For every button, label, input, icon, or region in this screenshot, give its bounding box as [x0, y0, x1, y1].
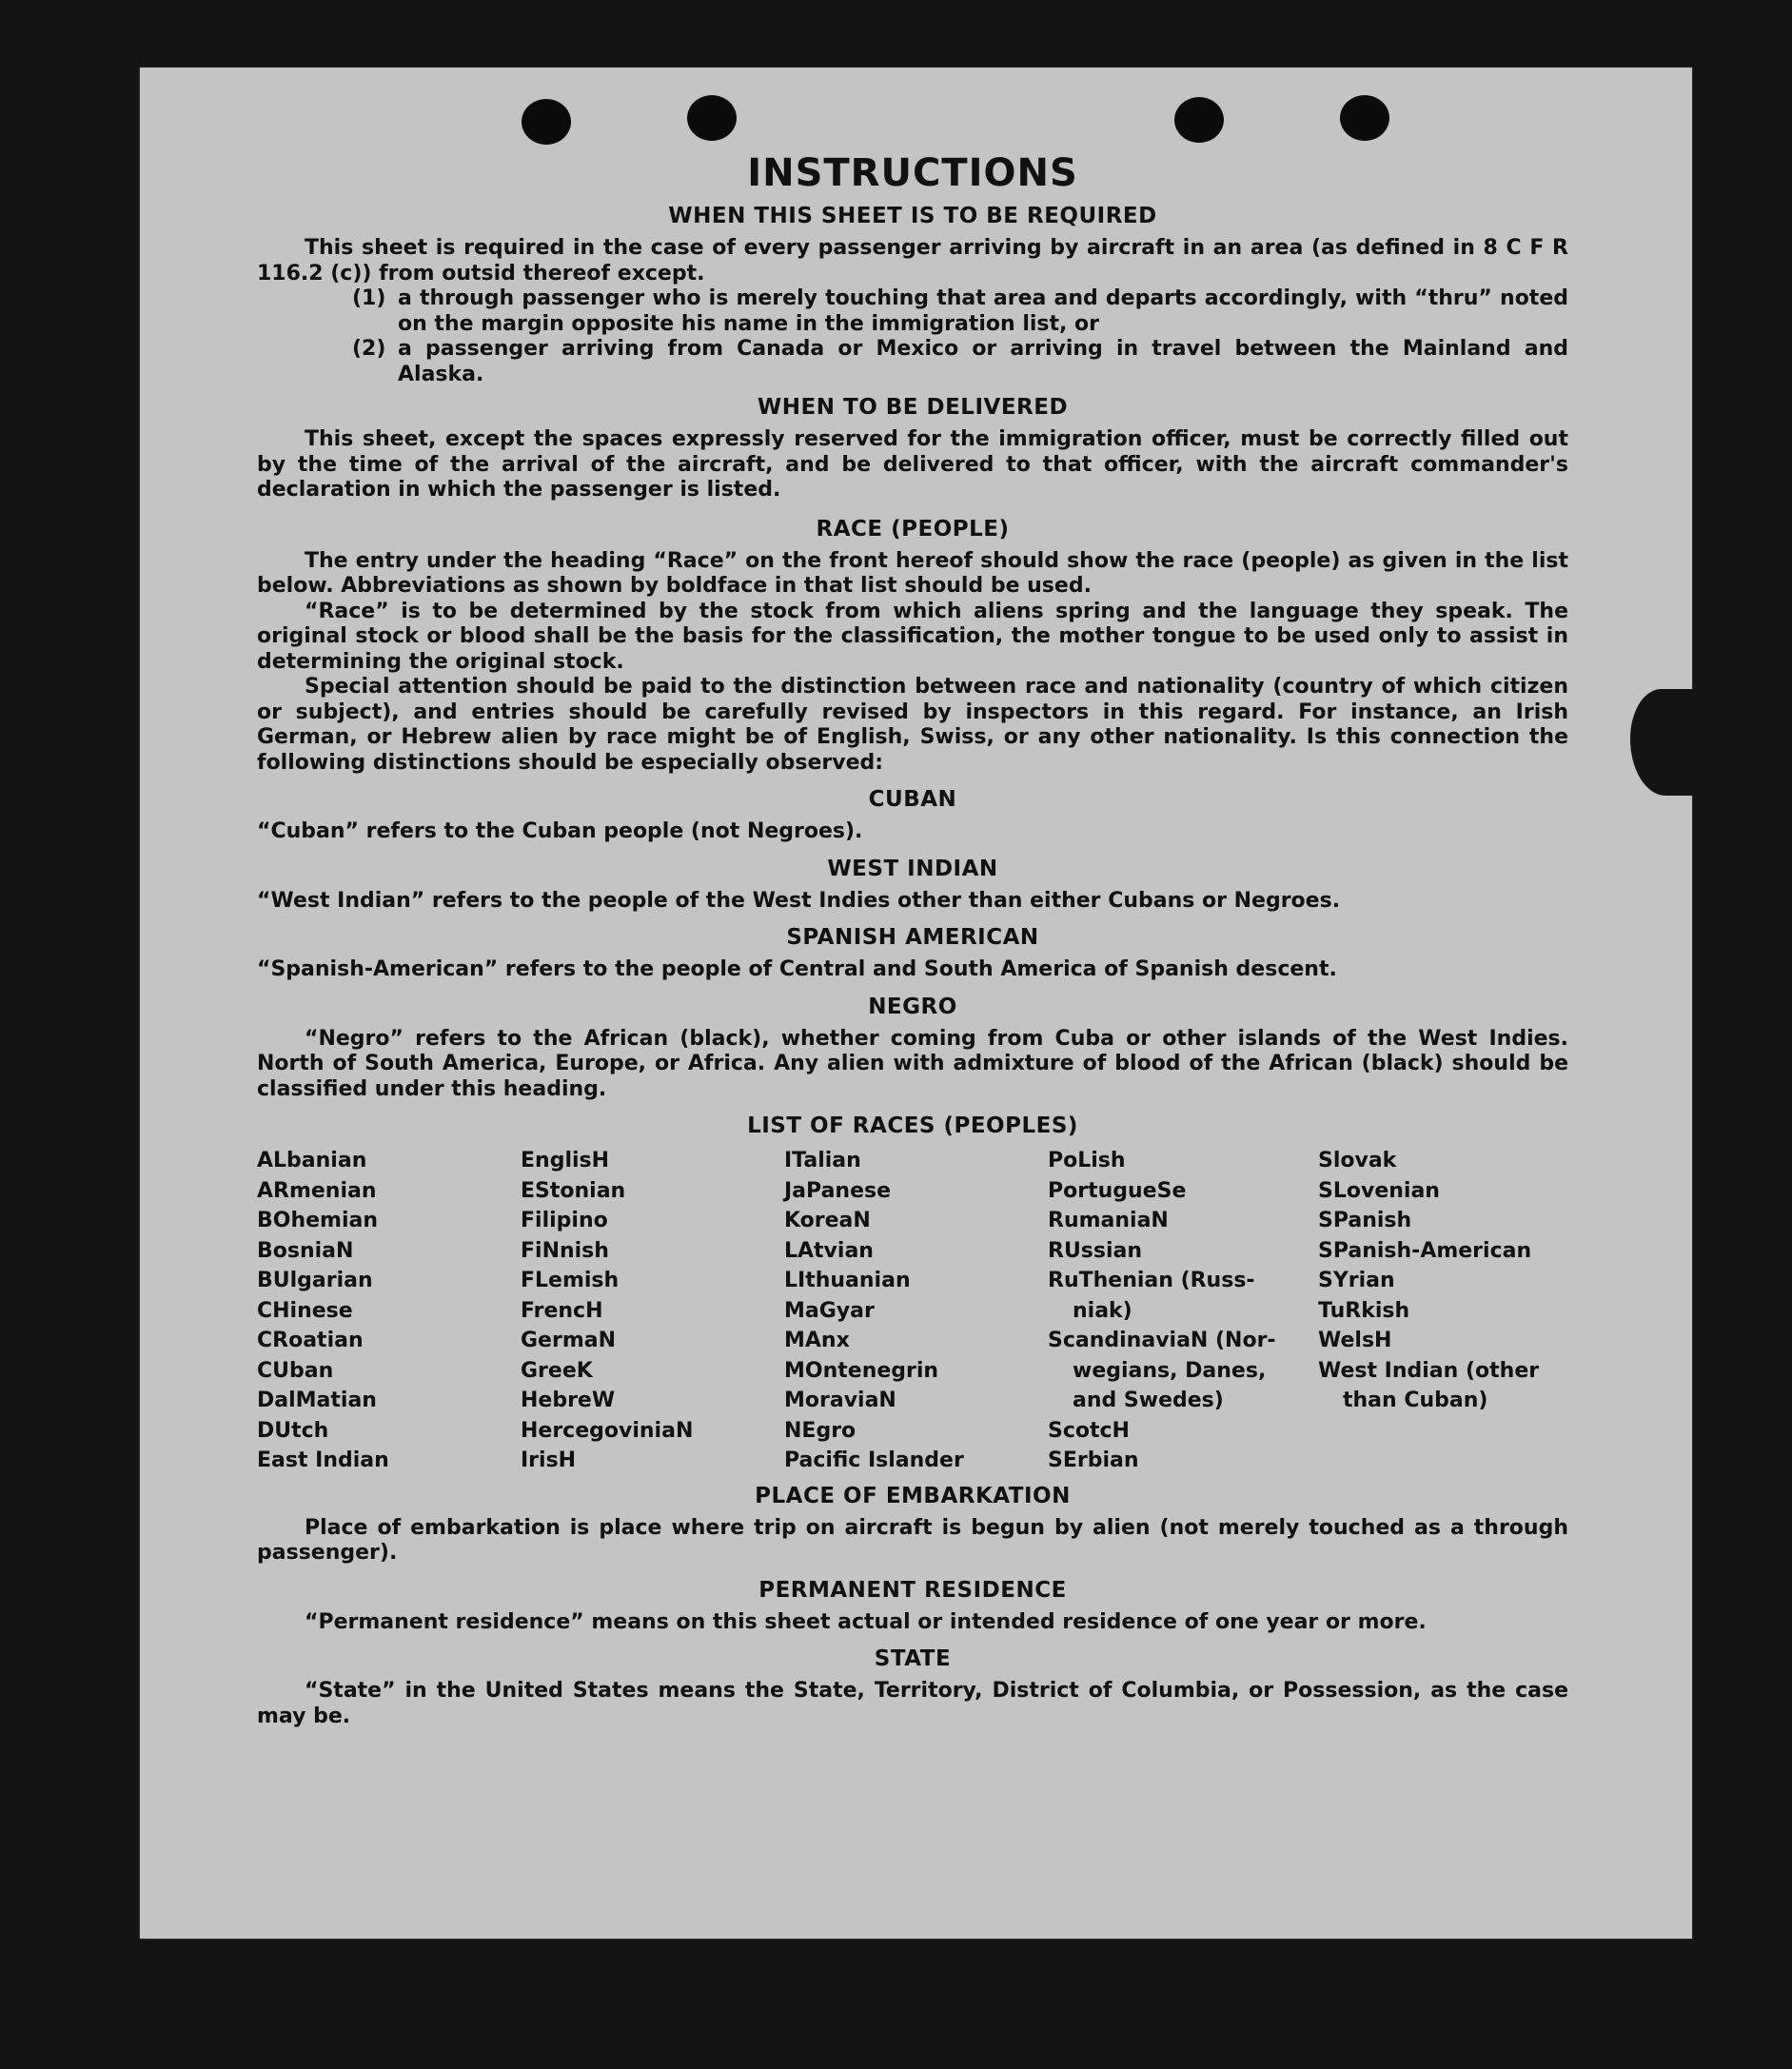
race-item: ITalian	[784, 1149, 861, 1172]
race-item: RUssian	[1048, 1238, 1143, 1263]
torn-edge	[1630, 689, 1697, 796]
race-item: CRoatian	[257, 1329, 364, 1352]
race-item: PoLish	[1048, 1149, 1126, 1172]
race-item: Slovak	[1318, 1149, 1397, 1172]
document-sheet	[139, 67, 1693, 1940]
heading-negro: NEGRO	[868, 994, 957, 1019]
race-item: CHinese	[257, 1298, 353, 1323]
required-intro: This sheet is required in the case of every passenger arriving by aircraft in an area (as defined in 8 C F R 116.2 (c)) from outsid thereof except.	[257, 236, 1568, 286]
races-list	[257, 1146, 1568, 1476]
race-item: PortugueSe	[1048, 1178, 1187, 1203]
item-text: a passenger arriving from Canada or Mexico or arriving in travel between the Mainland and Alaska.	[398, 337, 1568, 386]
race-item: wegians, Danes,	[1073, 1358, 1267, 1383]
races-column-1	[257, 1146, 521, 1476]
heading-list-of-races: LIST OF RACES (PEOPLES)	[747, 1113, 1078, 1138]
race-item: MoraviaN	[784, 1389, 896, 1412]
race-item: GermaN	[521, 1329, 617, 1352]
race-item: FLemish	[521, 1269, 620, 1292]
punch-hole	[1340, 95, 1389, 141]
race-item: DalMatian	[257, 1389, 377, 1412]
race-item: Pacific Islander	[784, 1448, 964, 1472]
exception-item-1	[257, 286, 1568, 337]
race-item: BUlgarian	[257, 1269, 373, 1292]
race-item: ALbanian	[257, 1149, 367, 1172]
race-item: MaGyar	[784, 1298, 875, 1323]
race-item: SLovenian	[1318, 1178, 1440, 1203]
race-item: SYrian	[1318, 1269, 1395, 1292]
heading-embarkation: PLACE OF EMBARKATION	[755, 1483, 1071, 1508]
race-item: than Cuban)	[1343, 1389, 1488, 1412]
race-item: FiNnish	[521, 1238, 609, 1263]
west-indian-text: “West Indian” refers to the people of the West Indies other than either Cubans or Negroes.	[257, 888, 1341, 913]
race-item: LIthuanian	[784, 1269, 911, 1292]
race-item: GreeK	[521, 1358, 593, 1383]
race-item: and Swedes)	[1073, 1389, 1224, 1412]
heading-cuban: CUBAN	[868, 787, 957, 812]
race-item: HebreW	[521, 1389, 616, 1412]
delivered-text: This sheet, except the spaces expressly reserved for the immigration officer, must be correctly filled out by the time of the arrival of the aircraft, and be delivered to that officer, with the aircraft commander's declaration in which the passenger is listed.	[257, 427, 1568, 502]
race-item: EnglisH	[521, 1149, 610, 1172]
residence-text: “Permanent residence” means on this sheet actual or intended residence of one year or more.	[305, 1609, 1427, 1634]
races-column-2	[521, 1146, 784, 1476]
page-title: INSTRUCTIONS	[747, 151, 1078, 195]
race-item: CUban	[257, 1358, 334, 1383]
punch-hole	[687, 95, 737, 141]
instructions-content	[257, 150, 1568, 1729]
races-column-3	[784, 1146, 1048, 1476]
heading-spanish-american: SPANISH AMERICAN	[786, 925, 1039, 950]
race-item: HercegoviniaN	[521, 1418, 694, 1443]
embarkation-text: Place of embarkation is place where trip on aircraft is begun by alien (not merely touched as a through passenger).	[257, 1515, 1568, 1565]
heading-required: WHEN THIS SHEET IS TO BE REQUIRED	[668, 204, 1157, 228]
race-item: RumaniaN	[1048, 1209, 1169, 1232]
races-column-5	[1318, 1146, 1568, 1476]
punch-hole	[522, 99, 571, 145]
race-item: JaPanese	[784, 1178, 892, 1203]
race-item: West Indian (other	[1318, 1358, 1540, 1383]
race-item: MAnx	[784, 1329, 850, 1352]
cuban-text: “Cuban” refers to the Cuban people (not Negroes).	[257, 819, 863, 843]
heading-state: STATE	[874, 1646, 952, 1671]
race-paragraph-2: “Race” is to be determined by the stock from which aliens spring and the language they speak. The original stock or blood shall be the basis for the classification, the mother tongue to be used only to assist in determining the original stock.	[257, 599, 1568, 674]
race-item: BosniaN	[257, 1238, 354, 1263]
race-item: MOntenegrin	[784, 1358, 939, 1383]
race-item: RuThenian (Russ-	[1048, 1269, 1255, 1292]
race-item: ScotcH	[1048, 1418, 1130, 1443]
heading-permanent-residence: PERMANENT RESIDENCE	[758, 1577, 1067, 1603]
race-item: EStonian	[521, 1178, 626, 1203]
state-text: “State” in the United States means the State, Territory, District of Columbia, or Possession, as the case may be.	[257, 1679, 1568, 1728]
race-item: DUtch	[257, 1418, 329, 1443]
negro-text: “Negro” refers to the African (black), whether coming from Cuba or other islands of the West Indies. North of South America, Europe, or Africa. Any alien with admixture of blood of the African (black) should be classified under this heading.	[257, 1026, 1568, 1101]
exception-item-2	[257, 337, 1568, 387]
race-item: WelsH	[1318, 1329, 1392, 1352]
race-item: East Indian	[257, 1448, 389, 1472]
race-item: NEgro	[784, 1418, 857, 1443]
heading-delivered: WHEN TO BE DELIVERED	[757, 395, 1069, 420]
race-item: BOhemian	[257, 1209, 379, 1232]
spanish-american-text: “Spanish-American” refers to the people of Central and South America of Spanish descent.	[257, 957, 1337, 981]
race-item: LAtvian	[784, 1238, 874, 1263]
race-item: TuRkish	[1318, 1298, 1410, 1323]
race-item: SPanish-American	[1318, 1238, 1532, 1263]
race-item: FrencH	[521, 1298, 603, 1323]
race-item: ScandinaviaN (Nor-	[1048, 1329, 1276, 1352]
race-paragraph-3: Special attention should be paid to the distinction between race and nationality (country of which citizen or subject), and entries should be carefully revised by inspectors in this regard. For instance, an Irish German, or Hebrew alien by race might be of English, Swiss, or any other nationality. Is this connection the following distinctions should be especially observed:	[257, 675, 1568, 775]
item-number: (2)	[352, 337, 386, 361]
race-item: Filipino	[521, 1209, 608, 1232]
race-paragraph-1: The entry under the heading “Race” on the front hereof should show the race (people) as given in the list below. Abbreviations as shown by boldface in that list should be used.	[257, 548, 1568, 598]
races-column-4	[1048, 1146, 1318, 1476]
item-text: a through passenger who is merely touching that area and departs accordingly, with “thru” noted on the margin opposite his name in the immigration list, or	[398, 286, 1568, 336]
race-item: KoreaN	[784, 1209, 871, 1232]
heading-race: RACE (PEOPLE)	[816, 516, 1010, 542]
punch-hole	[1174, 97, 1224, 143]
race-item: SPanish	[1318, 1209, 1412, 1232]
race-item: IrisH	[521, 1448, 577, 1472]
heading-west-indian: WEST INDIAN	[827, 856, 998, 881]
item-number: (1)	[352, 286, 386, 310]
race-item: SErbian	[1048, 1448, 1139, 1472]
race-item: ARmenian	[257, 1178, 377, 1203]
race-item: niak)	[1073, 1298, 1132, 1323]
